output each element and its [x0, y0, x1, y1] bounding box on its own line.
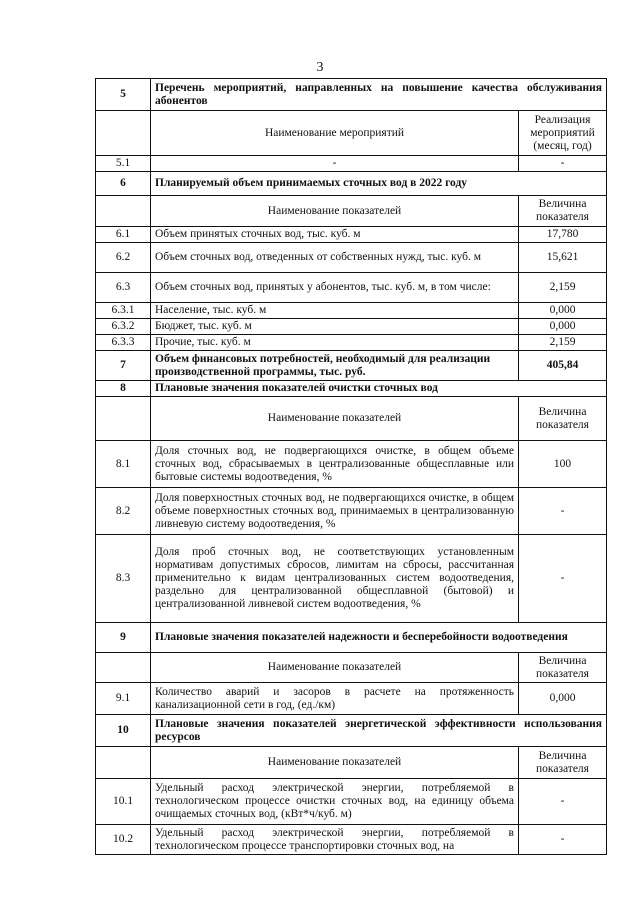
row-name: -: [151, 156, 519, 172]
row-value: -: [519, 779, 607, 825]
row-number: 6.1: [96, 227, 151, 243]
row-number: 6.3.3: [96, 335, 151, 351]
row-number: 6.3.2: [96, 319, 151, 335]
table-row: [96, 488, 607, 535]
row-number: 10.1: [96, 779, 151, 825]
table-row: [96, 825, 607, 855]
row-value: 100: [519, 441, 607, 488]
row-name: Бюджет, тыс. куб. м: [151, 319, 519, 335]
column-header-value: Величина показателя: [519, 397, 607, 441]
section-number: 10: [96, 715, 151, 747]
section-header-row: [96, 79, 607, 111]
row-number: 8.1: [96, 441, 151, 488]
column-header-name: Наименование показателей: [151, 397, 519, 441]
page-number: 3: [316, 60, 324, 75]
section-title: Перечень мероприятий, направленных на повышение качества обслуживания абонентов: [151, 79, 607, 111]
row-value: 0,000: [519, 303, 607, 319]
section-number: 5: [96, 79, 151, 111]
column-header-name: Наименование мероприятий: [151, 111, 519, 156]
row-number: 10.2: [96, 825, 151, 855]
row-number: 5.1: [96, 156, 151, 172]
program-table: [95, 78, 607, 855]
section-number: 8: [96, 381, 151, 397]
table-row: [96, 156, 607, 172]
section-title: Плановые значения показателей энергетической эффективности использования ресурсов: [151, 715, 607, 747]
row-name: Объем принятых сточных вод, тыс. куб. м: [151, 227, 519, 243]
column-header-row: [96, 111, 607, 156]
column-header-name: Наименование показателей: [151, 747, 519, 779]
row-value: 0,000: [519, 683, 607, 715]
empty-cell: [96, 747, 151, 779]
column-header-value: Величина показателя: [519, 653, 607, 683]
section-header-row: [96, 351, 607, 381]
row-name: Доля поверхностных сточных вод, не подвергающихся очистке, в общем объеме поверхностных сточных вод, принимаемых в централизованную ливневую систему водоотведения, %: [151, 488, 519, 535]
empty-cell: [96, 111, 151, 156]
row-name: Объем сточных вод, принятых у абонентов, тыс. куб. м, в том числе:: [151, 273, 519, 303]
section-number: 7: [96, 351, 151, 381]
empty-cell: [96, 196, 151, 227]
row-name: Количество аварий и засоров в расчете на протяженность канализационной сети в год, (ед./км): [151, 683, 519, 715]
table-row: [96, 227, 607, 243]
section-title: Объем финансовых потребностей, необходимый для реализации производственной программы, тыс. руб.: [151, 351, 519, 381]
row-name: Удельный расход электрической энергии, потребляемой в технологическом процессе очистки сточных вод, на единицу объема очищаемых сточных вод, (кВт*ч/куб. м): [151, 779, 519, 825]
table-row: [96, 273, 607, 303]
row-value: 2,159: [519, 273, 607, 303]
section-header-row: [96, 172, 607, 196]
row-name: Доля сточных вод, не подвергающихся очистке, в общем объеме сточных вод, сбрасываемых в централизованные общесплавные или бытовые системы водоотведения, %: [151, 441, 519, 488]
row-value: 15,621: [519, 243, 607, 273]
section-header-row: [96, 623, 607, 653]
section-number: 9: [96, 623, 151, 653]
column-header-value: Величина показателя: [519, 196, 607, 227]
column-header-value: Величина показателя: [519, 747, 607, 779]
row-value: -: [519, 156, 607, 172]
row-number: 9.1: [96, 683, 151, 715]
column-header-row: [96, 747, 607, 779]
column-header-row: [96, 196, 607, 227]
row-value: 0,000: [519, 319, 607, 335]
table-row: [96, 319, 607, 335]
row-name: Удельный расход электрической энергии, потребляемой в технологическом процессе транспортировки сточных вод, на: [151, 825, 519, 855]
row-value: -: [519, 488, 607, 535]
row-number: 8.2: [96, 488, 151, 535]
empty-cell: [96, 653, 151, 683]
column-header-row: [96, 397, 607, 441]
table-row: [96, 535, 607, 623]
section-header-row: [96, 381, 607, 397]
column-header-name: Наименование показателей: [151, 196, 519, 227]
table-row: [96, 683, 607, 715]
row-name: Прочие, тыс. куб. м: [151, 335, 519, 351]
column-header-value: Реализация мероприятий (месяц, год): [519, 111, 607, 156]
row-number: 6.3: [96, 273, 151, 303]
section-title: Плановые значения показателей надежности и бесперебойности водоотведения: [151, 623, 607, 653]
row-number: 8.3: [96, 535, 151, 623]
row-name: Объем сточных вод, отведенных от собственных нужд, тыс. куб. м: [151, 243, 519, 273]
row-value: -: [519, 825, 607, 855]
row-value: 17,780: [519, 227, 607, 243]
column-header-row: [96, 653, 607, 683]
section-title: Плановые значения показателей очистки сточных вод: [151, 381, 607, 397]
table-row: [96, 303, 607, 319]
table-row: [96, 441, 607, 488]
table-row: [96, 243, 607, 273]
table-row: [96, 335, 607, 351]
row-value: -: [519, 535, 607, 623]
row-value: 2,159: [519, 335, 607, 351]
row-name: Доля проб сточных вод, не соответствующих установленным нормативам допустимых сбросов, лимитам на сбросы, рассчитанная применительно к видам централизованных систем водоотведения, раздельно для централизованной общесплавной (бытовой) и централизованной ливневой систем водоотведения, %: [151, 535, 519, 623]
empty-cell: [96, 397, 151, 441]
section-title: Планируемый объем принимаемых сточных вод в 2022 году: [151, 172, 607, 196]
section-number: 6: [96, 172, 151, 196]
row-name: Население, тыс. куб. м: [151, 303, 519, 319]
column-header-name: Наименование показателей: [151, 653, 519, 683]
section-header-row: [96, 715, 607, 747]
row-number: 6.3.1: [96, 303, 151, 319]
row-number: 6.2: [96, 243, 151, 273]
table-row: [96, 779, 607, 825]
section-value: 405,84: [519, 351, 607, 381]
